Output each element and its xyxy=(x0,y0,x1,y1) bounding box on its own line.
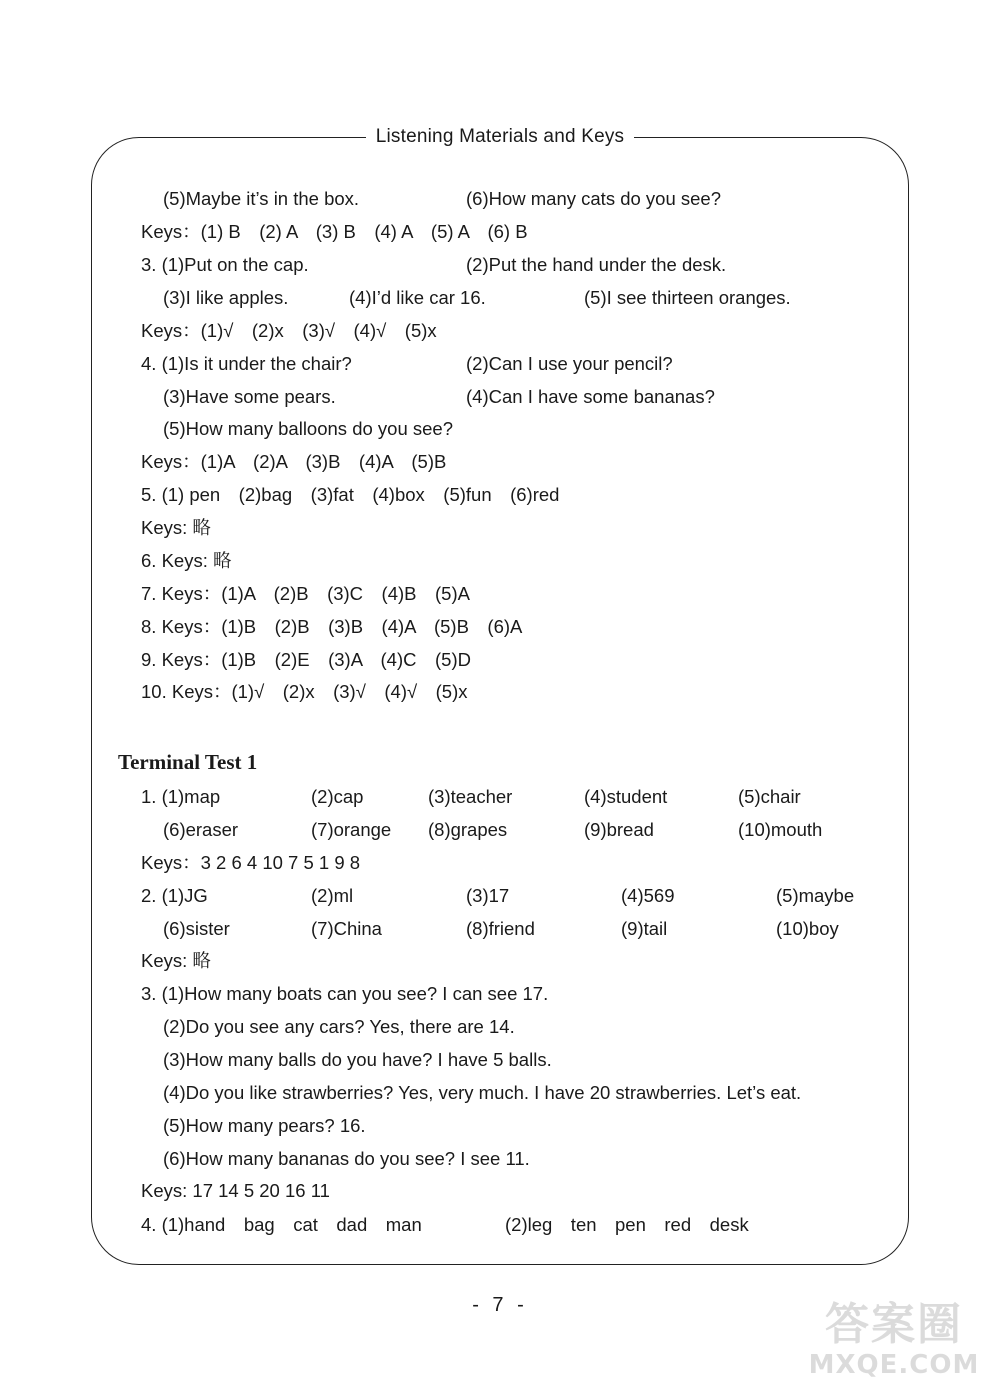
watermark-text: 答案圈 xyxy=(825,1299,963,1350)
text-line: (5)How many balloons do you see? xyxy=(163,418,453,439)
text-line: (2)Put the hand under the desk. xyxy=(466,254,727,275)
text-line: 6. Keys: 略 xyxy=(141,550,232,571)
header-title: Listening Materials and Keys xyxy=(366,126,635,147)
page-number: - 7 - xyxy=(472,1294,528,1316)
text-line: (4)Can I have some bananas? xyxy=(466,386,715,407)
text-line: 7. Keys：(1)A (2)B (3)C (4)B (5)A xyxy=(141,583,470,604)
text-line: (6)How many bananas do you see? I see 11. xyxy=(163,1148,530,1169)
text-line: (3)teacher xyxy=(428,786,513,807)
text-line: (6)How many cats do you see? xyxy=(466,188,722,209)
text-line: (9)bread xyxy=(584,819,654,840)
text-line: (5)chair xyxy=(738,786,801,807)
text-line: (2)cap xyxy=(311,786,364,807)
text-line: (3)I like apples. xyxy=(163,287,289,308)
text-line: Keys：3 2 6 4 10 7 5 1 9 8 xyxy=(141,852,361,873)
watermark-logo xyxy=(794,1300,994,1388)
text-line: 1. (1)map xyxy=(141,786,221,807)
text-line: (7)China xyxy=(311,918,382,939)
text-line: 3. (1)How many boats can you see? I can see 17. xyxy=(141,983,549,1004)
text-line: 2. (1)JG xyxy=(141,885,208,906)
text-line: (10)mouth xyxy=(738,819,823,840)
section-title: Terminal Test 1 xyxy=(118,750,258,774)
text-line: (9)tail xyxy=(621,918,668,939)
text-line: (3)How many balls do you have? I have 5 balls. xyxy=(163,1049,552,1070)
text-line: (8)friend xyxy=(466,918,535,939)
text-line: (6)eraser xyxy=(163,819,239,840)
text-line: 3. (1)Put on the cap. xyxy=(141,254,309,275)
watermark-url: MXQE.COM xyxy=(808,1350,980,1380)
text-line: (2)leg ten pen red desk xyxy=(505,1214,749,1235)
text-line: (5)I see thirteen oranges. xyxy=(584,287,791,308)
text-line: (7)orange xyxy=(311,819,392,840)
text-line: (2)Do you see any cars? Yes, there are 14. xyxy=(163,1016,515,1037)
text-line: Keys：(1) B (2) A (3) B (4) A (5) A (6) B xyxy=(141,221,528,242)
text-line: Keys: 略 xyxy=(141,950,211,971)
text-line: (6)sister xyxy=(163,918,230,939)
text-line: (5)Maybe it’s in the box. xyxy=(163,188,360,209)
text-line: (8)grapes xyxy=(428,819,508,840)
text-line: (4)I’d like car 16. xyxy=(349,287,486,308)
text-line: 5. (1) pen (2)bag (3)fat (4)box (5)fun (6)red xyxy=(141,484,560,505)
text-line: (3)17 xyxy=(466,885,510,906)
text-line: Keys：(1)A (2)A (3)B (4)A (5)B xyxy=(141,451,447,472)
text-line: (4)Do you like strawberries? Yes, very much. I have 20 strawberries. Let’s eat. xyxy=(163,1082,802,1103)
text-line: Keys：(1)√ (2)x (3)√ (4)√ (5)x xyxy=(141,320,437,341)
text-line: 8. Keys：(1)B (2)B (3)B (4)A (5)B (6)A xyxy=(141,616,523,637)
text-line: (5)maybe xyxy=(776,885,855,906)
text-line: (2)Can I use your pencil? xyxy=(466,353,673,374)
text-line: (10)boy xyxy=(776,918,839,939)
text-line: 9. Keys：(1)B (2)E (3)A (4)C (5)D xyxy=(141,649,471,670)
text-line: Keys: 略 xyxy=(141,517,211,538)
text-line: (4)569 xyxy=(621,885,675,906)
text-line: 4. (1)Is it under the chair? xyxy=(141,353,352,374)
text-line: 4. (1)hand bag cat dad man xyxy=(141,1214,422,1235)
text-line: 10. Keys：(1)√ (2)x (3)√ (4)√ (5)x xyxy=(141,681,468,702)
text-line: (5)How many pears? 16. xyxy=(163,1115,366,1136)
text-line: (3)Have some pears. xyxy=(163,386,336,407)
text-line: Keys: 17 14 5 20 16 11 xyxy=(141,1180,330,1201)
text-line: (2)ml xyxy=(311,885,354,906)
text-line: (4)student xyxy=(584,786,668,807)
